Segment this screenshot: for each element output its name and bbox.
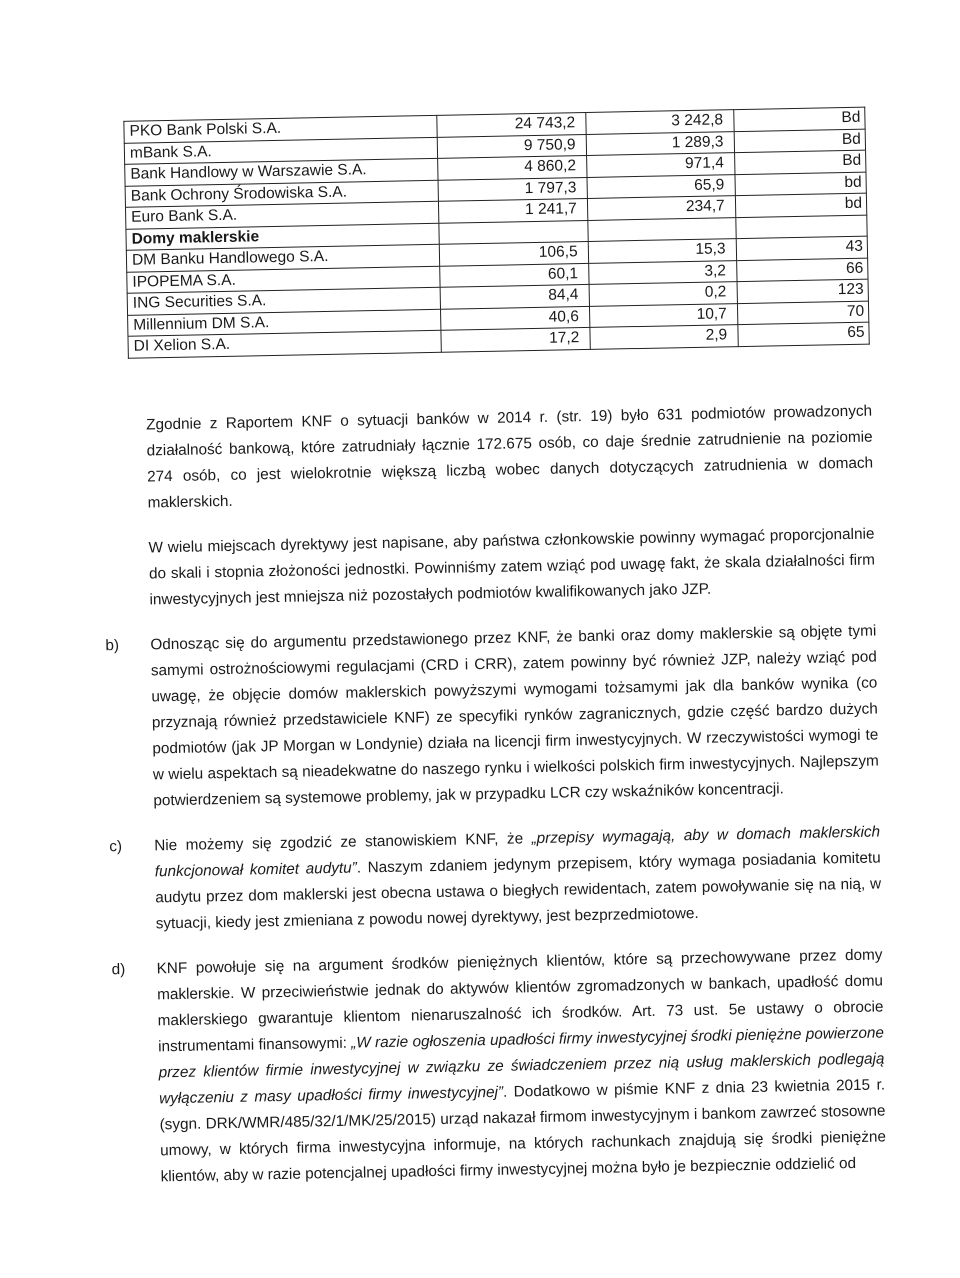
list-item-c <box>109 819 882 937</box>
table-cell-value: 1 241,7 <box>439 198 588 222</box>
bank-data-table <box>123 107 869 359</box>
table-cell-value: 43 <box>736 236 868 260</box>
list-marker: c) <box>109 838 123 856</box>
table-cell-value: 2,9 <box>590 325 738 349</box>
table-cell-value: 84,4 <box>441 284 590 308</box>
table-cell-value: 3,2 <box>588 260 736 284</box>
paragraph-d: KNF powołuje się na argument środków pieniężnych klientów, które są przechowywane przez domy maklerskie. W przeciwieństwie jednak do aktywów klientów zgromadzonych w bankach, upadłość domu maklerskiego gwarantuje klientom nienaruszalność ich środków. Art. 73 ust. 5e ustawy o obrocie instrumentami finansowymi: „W razie ogłoszenia upadłości firmy inwestycyjnej środki pieniężne powierzone przez klientów firmie inwestycyjnej w związku ze świadczeniem przez nią usług maklerskich podlegają wyłączeniu z masy upadłości firmy inwestycyjnej”. Dodatkowo w piśmie KNF z dnia 23 kwietnia 2015 r. (sygn. DRK/WMR/485/32/1/MK/25/2015) urząd nakazał firmom inwestycyjnym i bankom zawrzeć stosowne umowy, w których firma inwestycyjna informuje, na których rachunkach znajdują się środki pieniężne klientów, aby w razie potencjalnej upadłości firmy inwestycyjnej można było je bezpiecznie oddzielić od <box>156 946 887 1186</box>
table-cell-value: 1 289,3 <box>586 131 734 155</box>
table-cell-name: Bank Ochrony Środowiska S.A. <box>125 180 439 208</box>
list-item-b <box>105 618 879 814</box>
table-cell-value: 15,3 <box>588 239 736 263</box>
table-cell-value: 3 242,8 <box>585 110 733 134</box>
table-cell-value: 9 750,9 <box>438 134 587 158</box>
table-cell-value: 106,5 <box>440 241 589 265</box>
table-cell-name: Bank Handlowy w Warszawie S.A. <box>125 158 439 186</box>
table-cell-value: 234,7 <box>587 196 735 220</box>
paragraph-proporcjonalnosc: W wielu miejscach dyrektywy jest napisane, aby państwa członkowskie powinny wymagać proporcjonalnie do skali i stopnia złożoności jednostki. Powinniśmy zatem wziąć pod uwagę fakt, że skala działalności firm inwestycyjnych jest mniejsza niż pozostałych podmiotów kwalifikowanych jako JZP. <box>148 525 876 609</box>
table-cell-value: 65 <box>737 322 869 346</box>
table-cell-value: 24 743,2 <box>437 112 586 136</box>
list-marker: b) <box>105 637 120 655</box>
table-cell-name: Millennium DM S.A. <box>128 309 442 337</box>
table-cell-value: 971,4 <box>586 153 734 177</box>
paragraph-b: Odnosząc się do argumentu przedstawionego przez KNF, że banki oraz domy maklerskie są objęte tymi samymi ostrożnościowymi regulacjami (CRD i CRR), zatem powinny być również JZP, należy wziąć pod uwagę, że objęcie domów maklerskich powyższymi wymogami tożsamymi jak dla banków wynika (co przyznają również przedstawiciele KNF) ze specyfiki rynków zagranicznych, gdzie część bardzo dużych podmiotów (jak JP Morgan w Londynie) działa na licencji firm inwestycyjnych. W rzeczywistości wymogi te w wielu aspektach są nieadekwatne do naszego rynku i wielkości polskich firm inwestycyjnych. Najlepszym potwierdzeniem są systemowe problemy, jak w przypadku LCR czy wskaźników koncentracji. <box>150 622 879 810</box>
table-cell-value: 70 <box>737 301 869 325</box>
table-cell-name: IPOPEMA S.A. <box>127 266 441 294</box>
table-cell-value: 40,6 <box>441 306 590 330</box>
table-cell-value: 10,7 <box>589 303 737 327</box>
quote-ustawa: „W razie ogłoszenia upadłości firmy inwestycyjnej środki pieniężne powierzone przez klientów firmie inwestycyjnej w związku ze świadczeniem przez nią usług maklerskich podlegają wyłączeniu z masy upadłości firmy inwestycyjnej” <box>158 1024 885 1108</box>
table-cell-value: 123 <box>737 279 869 303</box>
table-section-label: Domy maklerskie <box>126 223 440 251</box>
table-cell-name: ING Securities S.A. <box>127 287 441 315</box>
table-cell-value: Bd <box>734 129 866 153</box>
table-cell-value: 0,2 <box>589 282 737 306</box>
table-cell-value: 17,2 <box>441 327 590 351</box>
table-cell-name: Euro Bank S.A. <box>125 201 439 229</box>
list-marker: d) <box>111 960 126 979</box>
table-cell-name: PKO Bank Polski S.A. <box>124 115 438 143</box>
table-cell-value: 60,1 <box>440 263 589 287</box>
paragraph-c: Nie możemy się zgodzić ze stanowiskiem KNF, że „przepisy wymagają, aby w domach maklerskich funkcjonował komitet audytu”. Naszym zdaniem jedynym przepisem, który wymaga posiadania komitetu audytu przez dom maklerski jest obecna ustawa o biegłych rewidentach, zatem powoływanie się na nią, w sytuacji, kiedy jest zmieniana z powodu nowej dyrektywy, jest bezprzedmiotowe. <box>154 823 882 933</box>
table-cell-name: mBank S.A. <box>124 137 438 165</box>
table-cell-value: bd <box>735 172 867 196</box>
table-cell-value: 4 860,2 <box>438 155 587 179</box>
quote-knf: „przepisy wymagają, aby w domach maklerskich funkcjonował komitet audytu” <box>154 823 881 881</box>
table-cell-value: Bd <box>734 150 866 174</box>
table-cell-value: 66 <box>736 258 868 282</box>
body-text <box>105 399 887 1210</box>
table-cell-value: bd <box>735 193 867 217</box>
table-cell-value: 1 797,3 <box>438 177 587 201</box>
table-cell-value: 65,9 <box>587 174 735 198</box>
paragraph-raport-knf: Zgodnie z Raportem KNF o sytuacji banków w 2014 r. (str. 19) było 631 podmiotów prowadzonych działalność bankową, które zatrudniały łącznie 172.675 osób, co daje średnie zatrudnienie na poziomie 274 osób, co jest wielokrotnie większą liczbą wobec danych dotyczących zatrudnienia w domach maklerskich. <box>146 402 874 512</box>
table-cell-value: Bd <box>733 107 865 131</box>
table-cell-name: DI Xelion S.A. <box>128 330 442 358</box>
table-cell-name: DM Banku Handlowego S.A. <box>126 244 440 272</box>
list-item-d <box>111 942 887 1190</box>
